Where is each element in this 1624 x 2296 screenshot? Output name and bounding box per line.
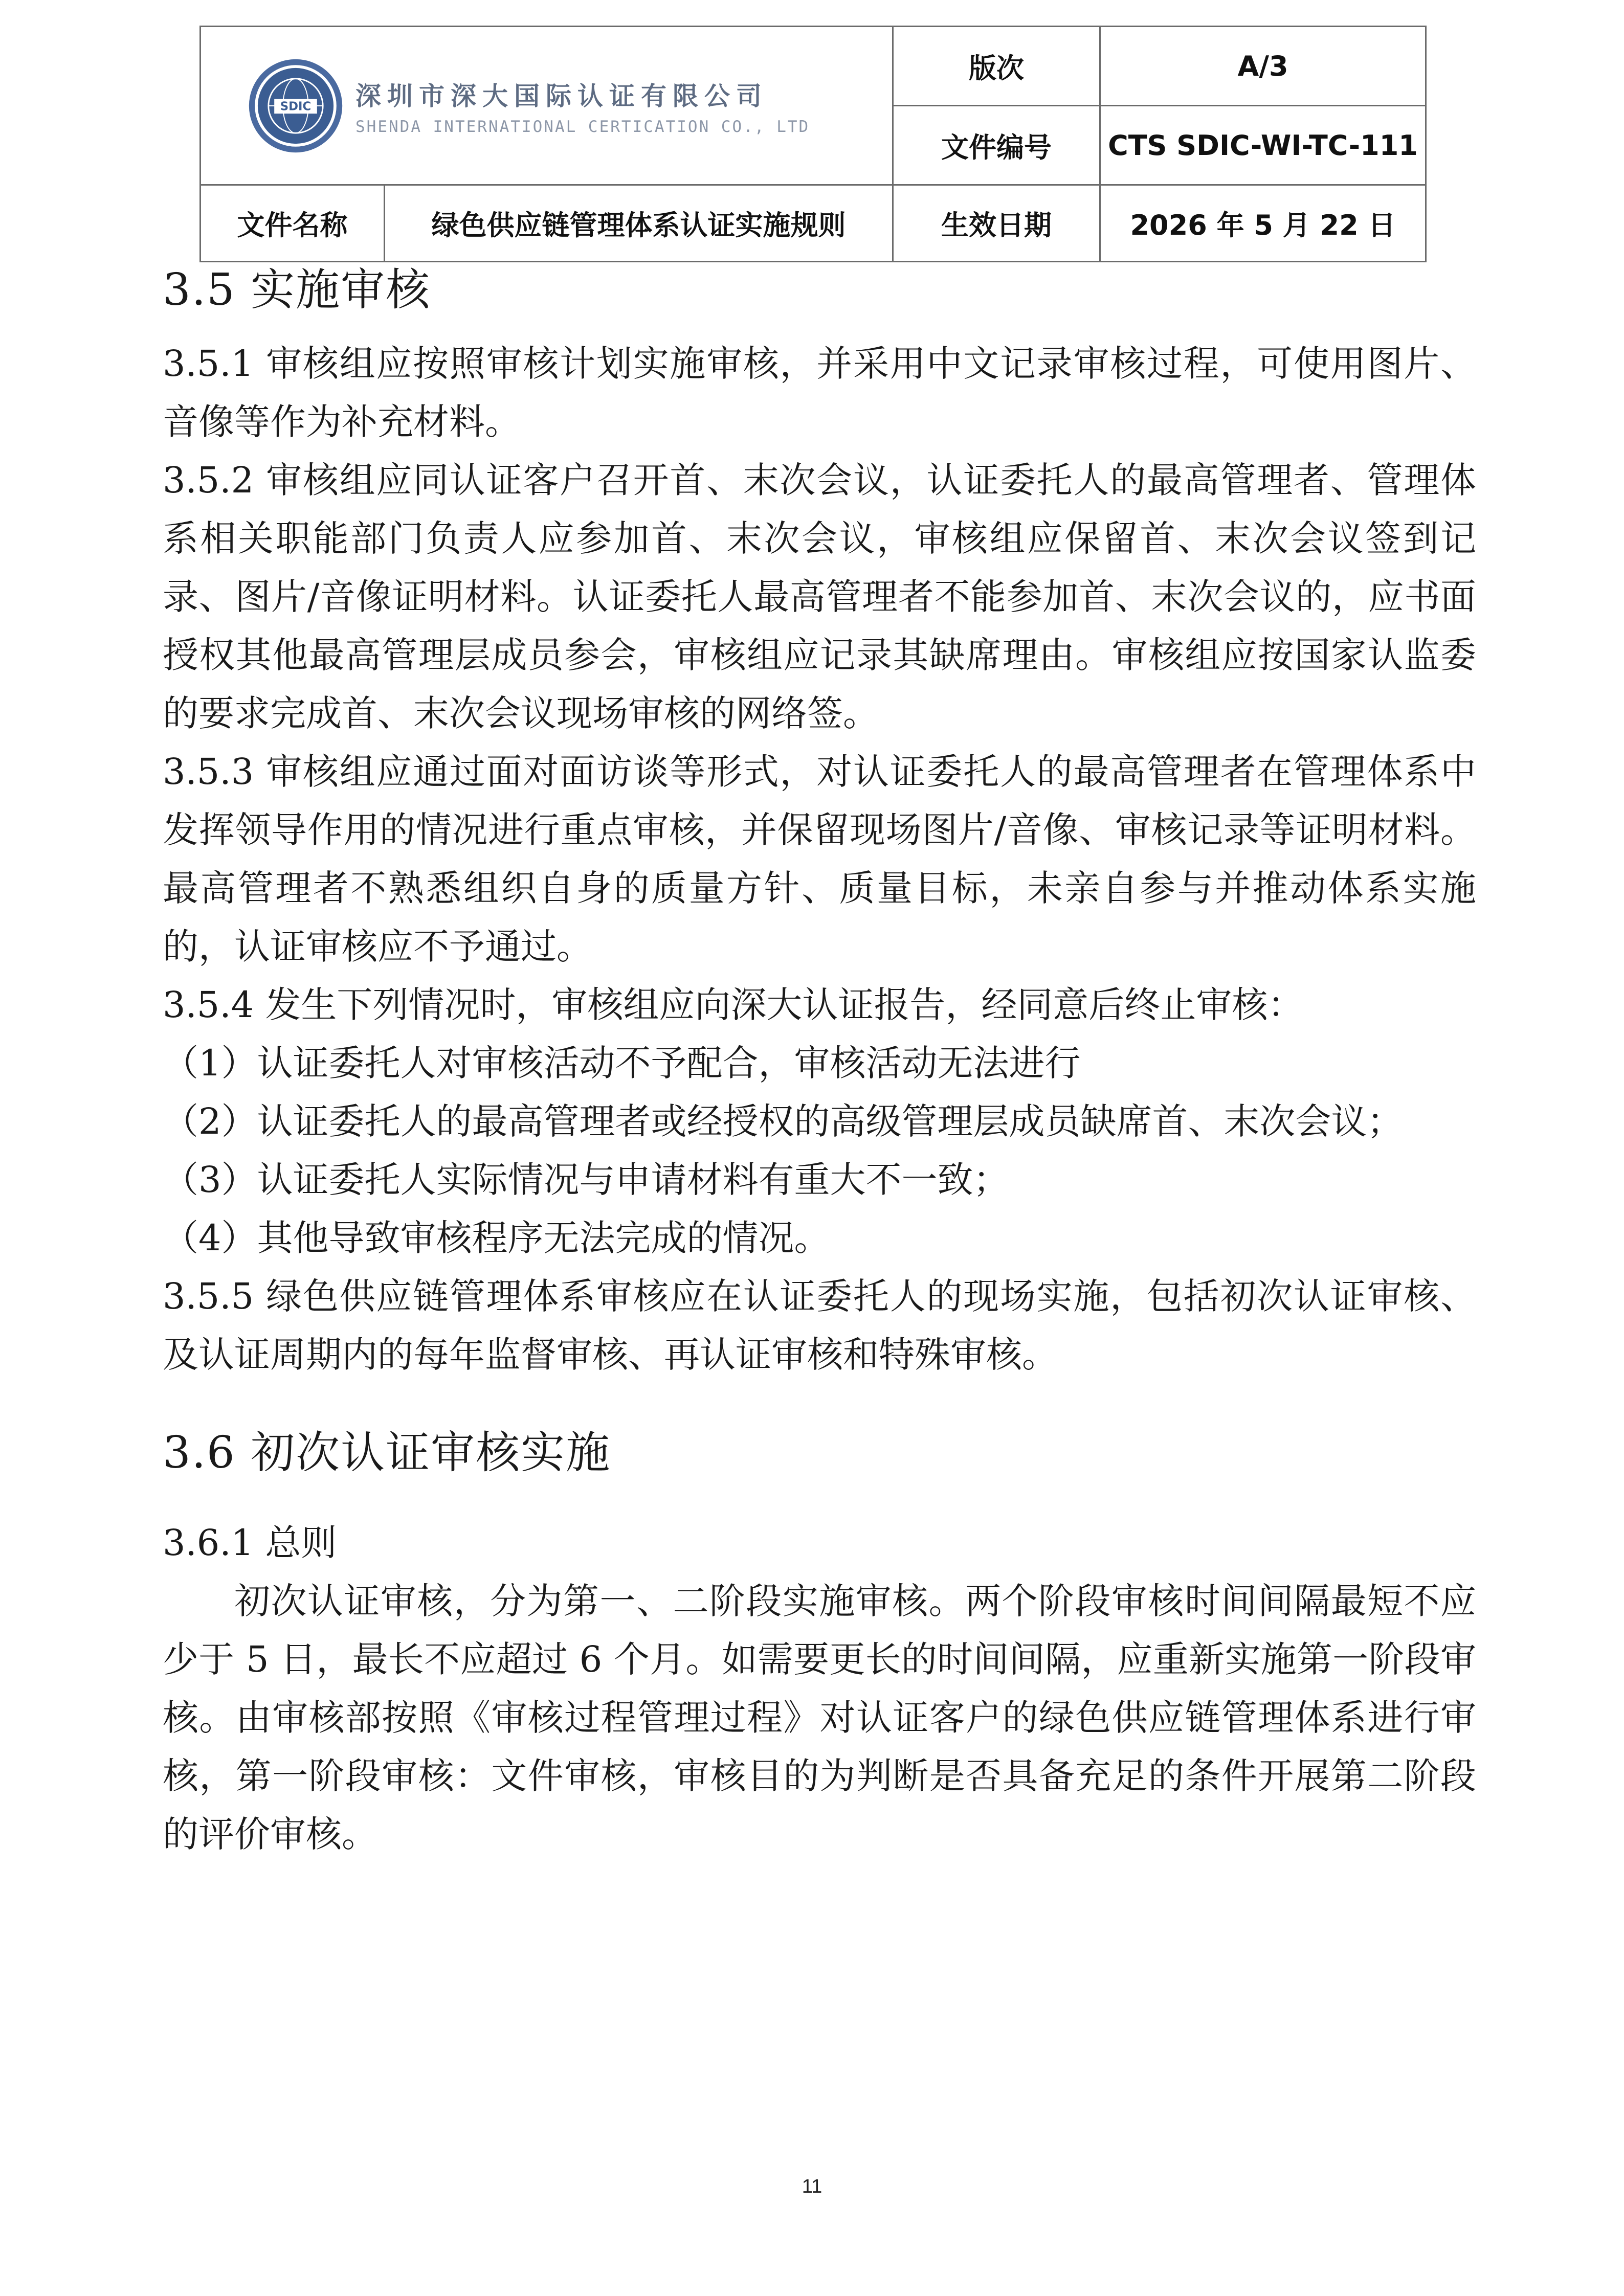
list-item-2: （2）认证委托人的最高管理者或经授权的高级管理层成员缺席首、末次会议； [163, 1100, 1403, 1142]
list-item-1: （1）认证委托人对审核活动不予配合，审核活动无法进行 [163, 1042, 1081, 1084]
effective-date-label: 生效日期 [893, 185, 1100, 262]
paragraph-3-5-4: 3.5.4 发生下列情况时，审核组应向深大认证报告，经同意后终止审核： [163, 984, 1304, 1026]
doc-number-label: 文件编号 [893, 106, 1100, 185]
doc-name-label: 文件名称 [201, 185, 385, 262]
paragraph-3-5-1: 3.5.1 审核组应按照审核计划实施审核，并采用中文记录审核过程，可使用图片、音像等作为补充材料。 [163, 343, 1476, 443]
paragraph-3-6-1-body: 初次认证审核，分为第一、二阶段实施审核。两个阶段审核时间间隔最短不应少于 5 日，最长不应超过 6 个月。如需要更长的时间间隔，应重新实施第一阶段审核。由审核部按照《审核过程管理过程》对认证客户的绿色供应链管理体系进行审核，第一阶段审核：文件审核，审核目的为判断是否具备充足的条件开展第二阶段的评价审核。 [163, 1580, 1476, 1855]
version-value: A/3 [1100, 27, 1426, 106]
svg-text:SDIC: SDIC [280, 100, 312, 114]
effective-date-value: 2026 年 5 月 22 日 [1100, 185, 1426, 262]
company-logo [201, 57, 892, 154]
doc-name-value: 绿色供应链管理体系认证实施规则 [385, 185, 893, 262]
version-label: 版次 [893, 27, 1100, 106]
list-item-4: （4）其他导致审核程序无法完成的情况。 [163, 1217, 830, 1259]
paragraph-3-5-5: 3.5.5 绿色供应链管理体系审核应在认证委托人的现场实施，包括初次认证审核、及认证周期内的每年监督审核、再认证审核和特殊审核。 [163, 1275, 1476, 1376]
paragraph-3-5-2: 3.5.2 审核组应同认证客户召开首、末次会议，认证委托人的最高管理者、管理体系相关职能部门负责人应参加首、末次会议，审核组应保留首、末次会议签到记录、图片/音像证明材料。认证委托人最高管理者不能参加首、末次会议的，应书面授权其他最高管理层成员参会，审核组应记录其缺席理由。审核组应按国家认监委的要求完成首、末次会议现场审核的网络签。 [163, 459, 1476, 734]
company-name-en: SHENDA INTERNATIONAL CERTICATION CO., LTD [355, 117, 810, 136]
company-logo-cell [201, 27, 893, 185]
document-header-table [199, 26, 1427, 262]
list-item-3: （3）认证委托人实际情况与申请材料有重大不一致； [163, 1159, 1009, 1201]
document-body [163, 252, 1476, 1863]
paragraph-3-6-1-heading: 3.6.1 总则 [163, 1522, 337, 1564]
section-title-3-5: 3.5 实施审核 [163, 264, 431, 316]
doc-number-value: CTS SDIC-WI-TC-111 [1100, 106, 1426, 185]
section-title-3-6: 3.6 初次认证审核实施 [163, 1427, 611, 1478]
sdic-seal-icon [247, 57, 344, 154]
page-number: 11 [802, 2176, 822, 2197]
paragraph-3-5-3: 3.5.3 审核组应通过面对面访谈等形式，对认证委托人的最高管理者在管理体系中发挥领导作用的情况进行重点审核，并保留现场图片/音像、审核记录等证明材料。最高管理者不熟悉组织自身的质量方针、质量目标，未亲自参与并推动体系实施的，认证审核应不予通过。 [163, 751, 1476, 967]
company-name-cn: 深圳市深大国际认证有限公司 [355, 80, 768, 111]
